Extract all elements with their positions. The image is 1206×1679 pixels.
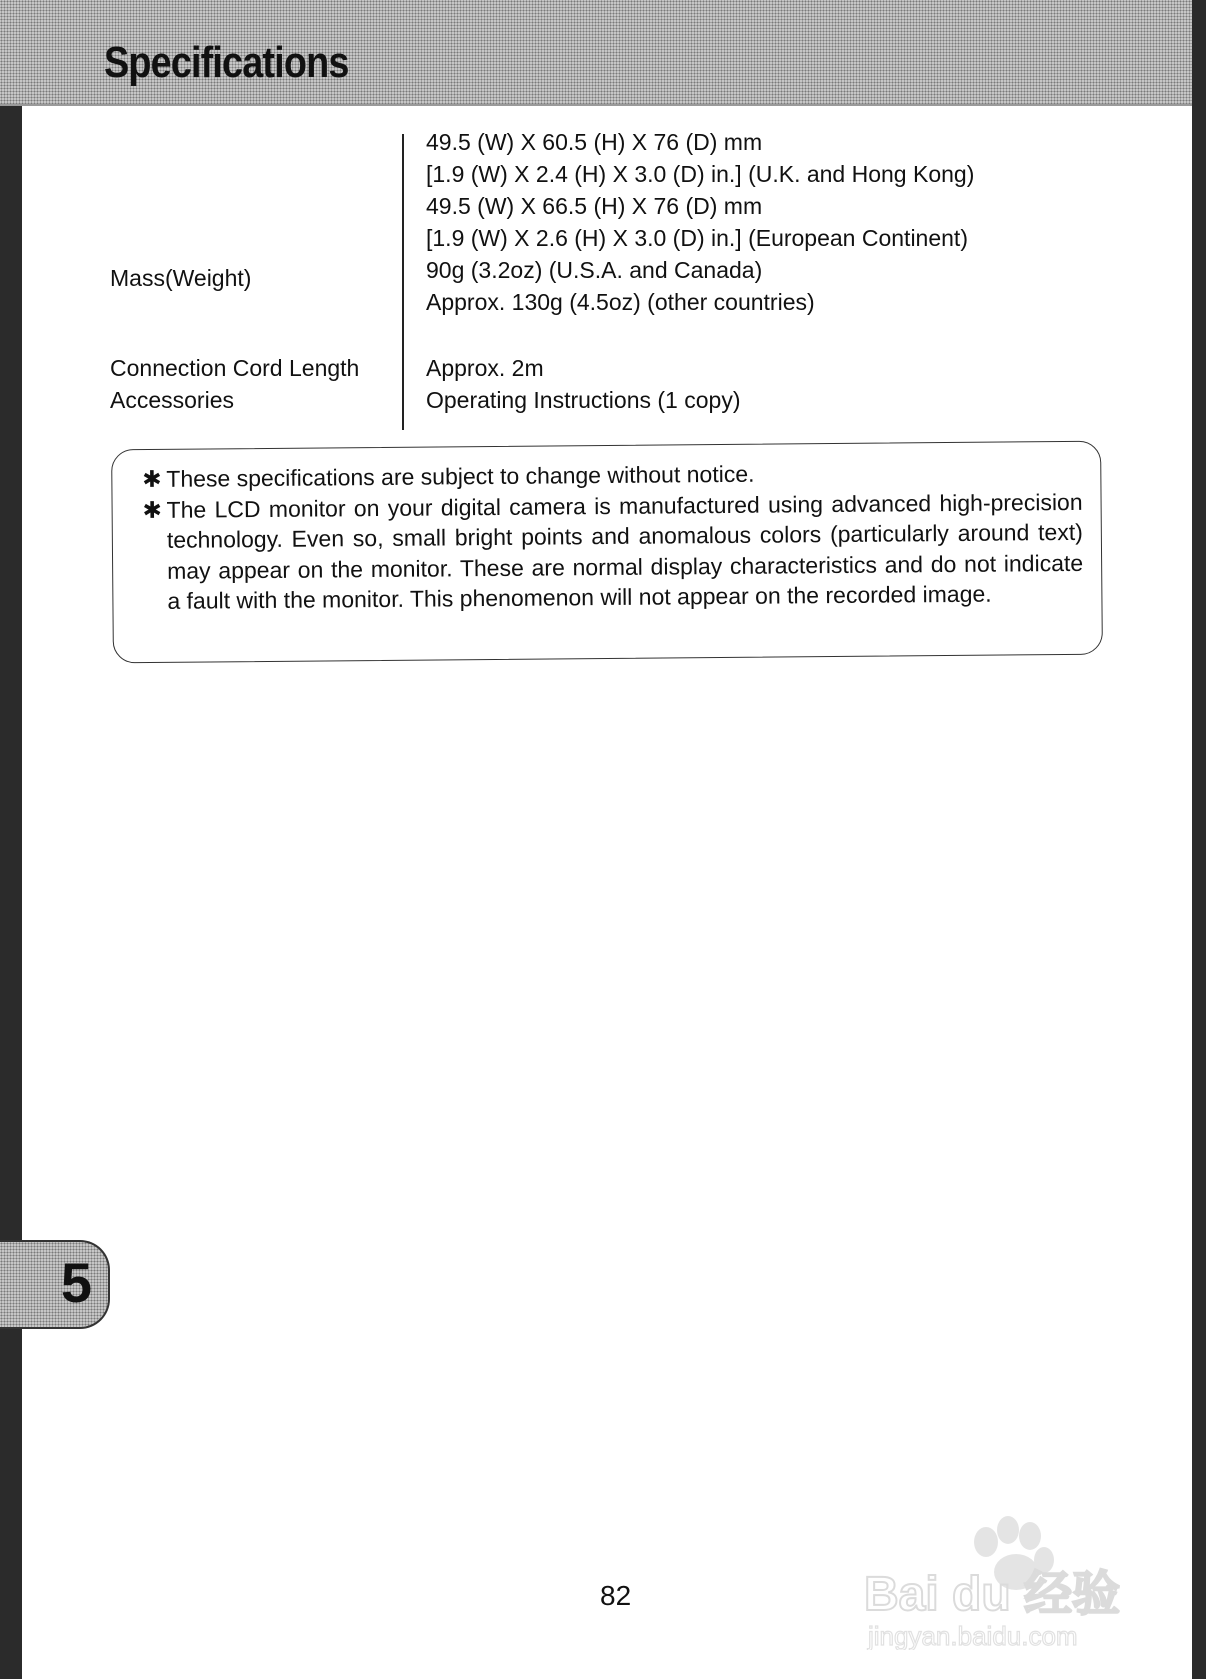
header-band: [0, 0, 1192, 106]
page-edge-right: [1192, 0, 1206, 1679]
page-edge-left: [0, 100, 22, 1679]
notice-list: [142, 456, 1083, 617]
asterisk-icon: ✱: [142, 496, 163, 523]
notice-box: [111, 441, 1103, 664]
watermark-brand: Bai du 经验: [864, 1568, 1121, 1621]
label-mass: Mass(Weight): [110, 265, 252, 291]
spec-value: Operating Instructions (1 copy): [426, 387, 741, 413]
chapter-tab: [0, 1240, 110, 1329]
asterisk-icon: ✱: [142, 465, 162, 493]
spec-value: [1.9 (W) X 2.4 (H) X 3.0 (D) in.] (U.K. and Hong Kong): [426, 161, 975, 187]
page-number: 82: [600, 1580, 632, 1611]
notice-text: These specifications are subject to change without notice.: [166, 460, 755, 492]
notice-text: The LCD monitor on your digital camera is manufactured using advanced high-precision technology. Even so, small bright points and anomalous colors (particularly around text) may appear on the monitor. These are normal display characteristics and do not indicate a fault with the monitor. This phenomenon will not appear on the recorded image.: [166, 488, 1084, 614]
spec-value: [1.9 (W) X 2.6 (H) X 3.0 (D) in.] (European Continent): [426, 225, 968, 251]
spec-value: 90g (3.2oz) (U.S.A. and Canada): [426, 257, 763, 283]
watermark-url: jingyan.baidu.com: [868, 1621, 1078, 1650]
spec-value: Approx. 130g (4.5oz) (other countries): [426, 289, 815, 315]
spec-divider: [402, 134, 404, 430]
spec-value: Approx. 2m: [426, 355, 544, 381]
spec-value: 49.5 (W) X 66.5 (H) X 76 (D) mm: [426, 193, 763, 219]
label-accessories: Accessories: [110, 387, 234, 413]
spec-value: 49.5 (W) X 60.5 (H) X 76 (D) mm: [426, 129, 763, 155]
chapter-number: 5: [60, 1251, 92, 1314]
baidu-watermark: [858, 1500, 1128, 1650]
page-title: Specifications: [104, 38, 349, 87]
notice-item: [142, 486, 1083, 616]
label-connection-cord: Connection Cord Length: [110, 355, 360, 381]
